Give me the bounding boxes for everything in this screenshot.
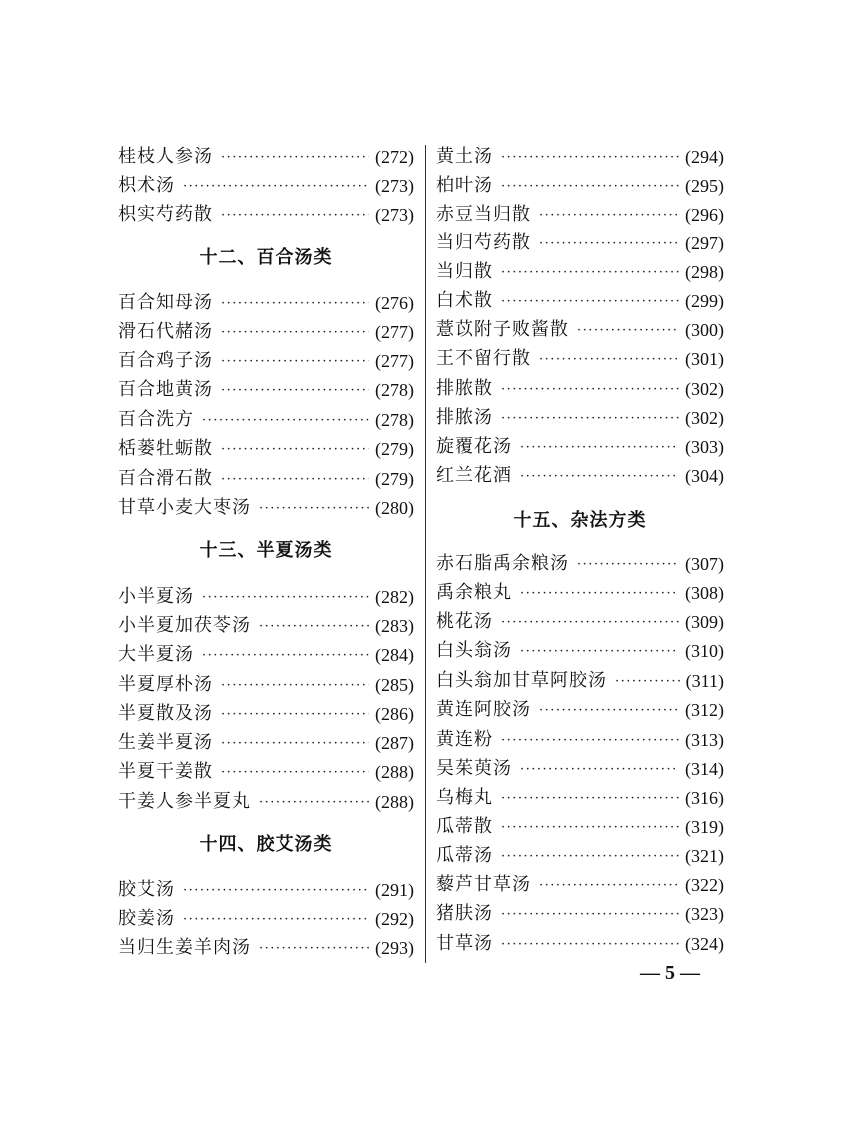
- entry-page: (324): [685, 934, 724, 954]
- leader-dots: [501, 173, 679, 199]
- leader-dots: [577, 317, 679, 343]
- entry-page: (278): [375, 410, 414, 430]
- entry-page: (280): [375, 498, 414, 518]
- entry-page: (309): [685, 612, 724, 632]
- section-heading: 十三、半夏汤类: [199, 540, 333, 561]
- entry-page: (287): [375, 733, 414, 753]
- entry-name: 半夏厚朴汤: [118, 674, 213, 695]
- toc-entry[interactable]: [436, 288, 724, 314]
- leader-dots: [221, 730, 369, 756]
- entry-name: 栝蒌牡蛎散: [118, 438, 213, 459]
- entry-page: (288): [375, 762, 414, 782]
- entry-name: 禹余粮丸: [436, 582, 512, 603]
- leader-dots: [501, 376, 679, 402]
- entry-name: 黄连阿胶汤: [436, 699, 531, 720]
- toc-entry[interactable]: [436, 317, 724, 343]
- leader-dots: [183, 906, 369, 932]
- toc-entry[interactable]: [436, 814, 724, 840]
- entry-name: 柏叶汤: [436, 175, 493, 196]
- leader-dots: [259, 495, 369, 521]
- entry-page: (316): [685, 788, 724, 808]
- entry-page: (308): [685, 583, 724, 603]
- toc-entry[interactable]: [436, 668, 724, 694]
- entry-page: (288): [375, 792, 414, 812]
- leader-dots: [501, 901, 679, 927]
- toc-entry[interactable]: [118, 906, 414, 932]
- entry-name: 瓜蒂汤: [436, 845, 493, 866]
- entry-name: 黄连粉: [436, 729, 493, 750]
- entry-name: 猪肤汤: [436, 903, 493, 924]
- entry-page: (294): [685, 147, 724, 167]
- toc-entry[interactable]: [118, 642, 414, 668]
- section-heading: 十五、杂法方类: [513, 510, 647, 531]
- toc-entry[interactable]: [118, 877, 414, 903]
- page-number: — 5 —: [640, 962, 700, 984]
- toc-entry[interactable]: [436, 202, 724, 228]
- entry-page: (278): [375, 380, 414, 400]
- leader-dots: [221, 319, 369, 345]
- entry-name: 桃花汤: [436, 611, 493, 632]
- entry-page: (272): [375, 147, 414, 167]
- toc-entry[interactable]: [118, 348, 414, 374]
- toc-entry[interactable]: [118, 701, 414, 727]
- leader-dots: [501, 843, 679, 869]
- toc-entry[interactable]: [436, 173, 724, 199]
- toc-entry[interactable]: [436, 756, 724, 782]
- entry-name: 枳实芍药散: [118, 204, 213, 225]
- section-heading: 十二、百合汤类: [199, 247, 333, 268]
- leader-dots: [221, 377, 369, 403]
- toc-entry[interactable]: [118, 672, 414, 698]
- leader-dots: [183, 877, 369, 903]
- entry-name: 吴茱萸汤: [436, 758, 512, 779]
- toc-entry[interactable]: [436, 931, 724, 957]
- entry-page: (273): [375, 176, 414, 196]
- toc-entry[interactable]: [436, 405, 724, 431]
- entry-page: (279): [375, 469, 414, 489]
- leader-dots: [539, 872, 679, 898]
- leader-dots: [501, 288, 679, 314]
- entry-page: (311): [685, 671, 724, 691]
- entry-page: (312): [685, 700, 724, 720]
- entry-name: 百合滑石散: [118, 468, 213, 489]
- leader-dots: [577, 551, 679, 577]
- entry-name: 胶姜汤: [118, 908, 175, 929]
- leader-dots: [501, 259, 679, 285]
- entry-page: (296): [685, 205, 724, 225]
- leader-dots: [221, 202, 369, 228]
- toc-entry[interactable]: [436, 463, 724, 489]
- leader-dots: [520, 638, 679, 664]
- entry-name: 百合知母汤: [118, 292, 213, 313]
- entry-page: (291): [375, 880, 414, 900]
- entry-name: 乌梅丸: [436, 787, 493, 808]
- entry-name: 小半夏汤: [118, 586, 194, 607]
- entry-name: 白头翁汤: [436, 640, 512, 661]
- entry-page: (293): [375, 938, 414, 958]
- entry-name: 当归生姜羊肉汤: [118, 937, 251, 958]
- toc-entry[interactable]: [118, 759, 414, 785]
- entry-page: (277): [375, 322, 414, 342]
- toc-entry[interactable]: [436, 697, 724, 723]
- entry-name: 红兰花酒: [436, 465, 512, 486]
- entry-name: 半夏散及汤: [118, 703, 213, 724]
- entry-name: 滑石代赭汤: [118, 321, 213, 342]
- leader-dots: [259, 789, 369, 815]
- toc-entry[interactable]: [436, 609, 724, 635]
- leader-dots: [202, 407, 369, 433]
- entry-page: (322): [685, 875, 724, 895]
- entry-page: (302): [685, 379, 724, 399]
- toc-entry[interactable]: [436, 901, 724, 927]
- leader-dots: [501, 814, 679, 840]
- leader-dots: [539, 230, 679, 256]
- entry-name: 排脓汤: [436, 407, 493, 428]
- toc-entry[interactable]: [118, 466, 414, 492]
- column-divider: [425, 145, 426, 963]
- entry-name: 百合地黄汤: [118, 379, 213, 400]
- toc-entry[interactable]: [118, 495, 414, 521]
- entry-page: (295): [685, 176, 724, 196]
- toc-entry[interactable]: [436, 376, 724, 402]
- toc-entry[interactable]: [118, 290, 414, 316]
- entry-page: (323): [685, 904, 724, 924]
- entry-page: (307): [685, 554, 724, 574]
- leader-dots: [221, 436, 369, 462]
- toc-entry[interactable]: [436, 872, 724, 898]
- leader-dots: [520, 580, 679, 606]
- leader-dots: [221, 144, 369, 170]
- leader-dots: [520, 756, 679, 782]
- leader-dots: [539, 202, 679, 228]
- entry-page: (300): [685, 320, 724, 340]
- leader-dots: [615, 668, 680, 694]
- entry-page: (310): [685, 641, 724, 661]
- entry-page: (273): [375, 205, 414, 225]
- toc-entry[interactable]: [436, 434, 724, 460]
- entry-page: (298): [685, 262, 724, 282]
- entry-name: 桂枝人参汤: [118, 146, 213, 167]
- toc-entry[interactable]: [436, 230, 724, 256]
- toc-entry[interactable]: [118, 730, 414, 756]
- entry-page: (283): [375, 616, 414, 636]
- entry-page: (313): [685, 730, 724, 750]
- entry-name: 小半夏加茯苓汤: [118, 615, 251, 636]
- entry-page: (302): [685, 408, 724, 428]
- entry-page: (277): [375, 351, 414, 371]
- leader-dots: [520, 463, 679, 489]
- leader-dots: [221, 759, 369, 785]
- toc-entry[interactable]: [118, 173, 414, 199]
- entry-page: (304): [685, 466, 724, 486]
- toc-entry[interactable]: [118, 436, 414, 462]
- entry-name: 百合洗方: [118, 409, 194, 430]
- toc-entry[interactable]: [118, 935, 414, 961]
- leader-dots: [221, 701, 369, 727]
- entry-page: (314): [685, 759, 724, 779]
- toc-entry[interactable]: [436, 638, 724, 664]
- entry-name: 薏苡附子败酱散: [436, 319, 569, 340]
- toc-entry[interactable]: [436, 259, 724, 285]
- toc-entry[interactable]: [118, 202, 414, 228]
- entry-name: 百合鸡子汤: [118, 350, 213, 371]
- entry-page: (299): [685, 291, 724, 311]
- toc-entry[interactable]: [118, 407, 414, 433]
- entry-page: (286): [375, 704, 414, 724]
- entry-page: (297): [685, 233, 724, 253]
- entry-name: 当归芍药散: [436, 232, 531, 253]
- leader-dots: [501, 144, 679, 170]
- entry-page: (282): [375, 587, 414, 607]
- leader-dots: [501, 727, 679, 753]
- leader-dots: [259, 613, 369, 639]
- toc-entry[interactable]: [436, 785, 724, 811]
- leader-dots: [501, 785, 679, 811]
- toc-entry[interactable]: [436, 580, 724, 606]
- entry-page: (301): [685, 349, 724, 369]
- entry-name: 甘草小麦大枣汤: [118, 497, 251, 518]
- entry-name: 排脓散: [436, 378, 493, 399]
- entry-page: (319): [685, 817, 724, 837]
- entry-name: 枳术汤: [118, 175, 175, 196]
- entry-name: 大半夏汤: [118, 644, 194, 665]
- entry-name: 白术散: [436, 290, 493, 311]
- leader-dots: [539, 346, 679, 372]
- leader-dots: [501, 405, 679, 431]
- toc-entry[interactable]: [436, 551, 724, 577]
- entry-name: 赤石脂禹余粮汤: [436, 553, 569, 574]
- entry-name: 生姜半夏汤: [118, 732, 213, 753]
- entry-page: (284): [375, 645, 414, 665]
- entry-page: (276): [375, 293, 414, 313]
- section-heading: 十四、胶艾汤类: [199, 834, 333, 855]
- toc-entry[interactable]: [436, 843, 724, 869]
- leader-dots: [501, 609, 679, 635]
- entry-name: 胶艾汤: [118, 879, 175, 900]
- leader-dots: [259, 935, 369, 961]
- leader-dots: [221, 348, 369, 374]
- leader-dots: [202, 584, 369, 610]
- entry-name: 旋覆花汤: [436, 436, 512, 457]
- toc-entry[interactable]: [118, 789, 414, 815]
- entry-name: 甘草汤: [436, 933, 493, 954]
- entry-name: 半夏干姜散: [118, 761, 213, 782]
- entry-name: 藜芦甘草汤: [436, 874, 531, 895]
- entry-name: 干姜人参半夏丸: [118, 791, 251, 812]
- entry-name: 黄土汤: [436, 146, 493, 167]
- toc-entry[interactable]: [118, 584, 414, 610]
- entry-name: 王不留行散: [436, 348, 531, 369]
- entry-page: (285): [375, 675, 414, 695]
- toc-entry[interactable]: [118, 319, 414, 345]
- entry-name: 白头翁加甘草阿胶汤: [436, 670, 607, 691]
- toc-entry[interactable]: [436, 346, 724, 372]
- entry-name: 当归散: [436, 261, 493, 282]
- entry-page: (279): [375, 439, 414, 459]
- leader-dots: [539, 697, 679, 723]
- toc-entry[interactable]: [436, 144, 724, 170]
- toc-entry[interactable]: [118, 377, 414, 403]
- entry-page: (292): [375, 909, 414, 929]
- leader-dots: [501, 931, 679, 957]
- leader-dots: [221, 290, 369, 316]
- entry-name: 瓜蒂散: [436, 816, 493, 837]
- leader-dots: [221, 672, 369, 698]
- entry-name: 赤豆当归散: [436, 204, 531, 225]
- leader-dots: [520, 434, 679, 460]
- leader-dots: [202, 642, 369, 668]
- leader-dots: [221, 466, 369, 492]
- toc-entry[interactable]: [436, 727, 724, 753]
- toc-entry[interactable]: [118, 144, 414, 170]
- entry-page: (303): [685, 437, 724, 457]
- leader-dots: [183, 173, 369, 199]
- toc-entry[interactable]: [118, 613, 414, 639]
- entry-page: (321): [685, 846, 724, 866]
